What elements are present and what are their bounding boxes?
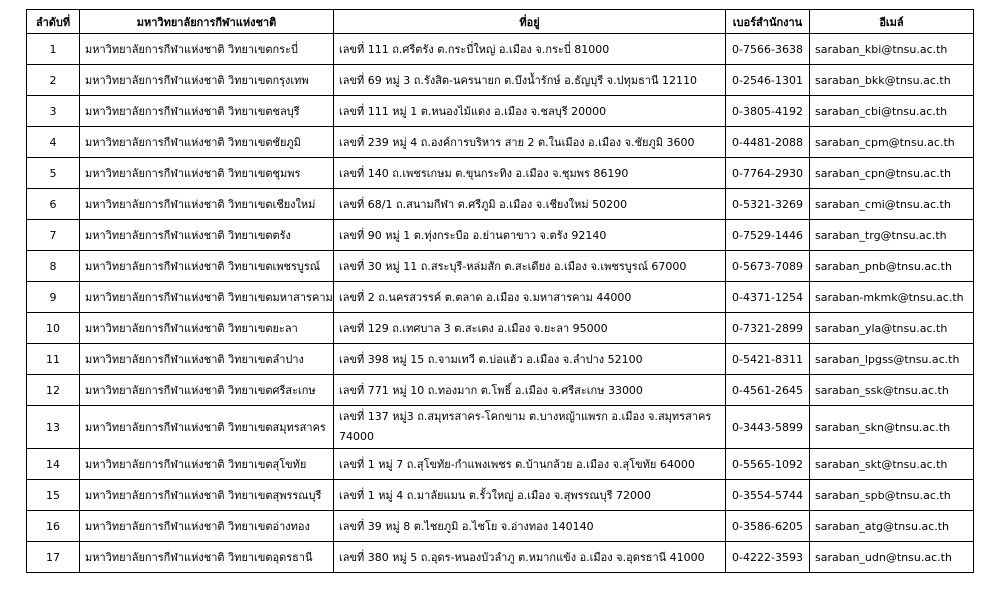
row-number: 4 bbox=[27, 127, 80, 158]
campus-email: saraban_atg@tnsu.ac.th bbox=[810, 511, 974, 542]
header-university: มหาวิทยาลัยการกีฬาแห่งชาติ bbox=[80, 10, 334, 34]
campus-address: เลขที่ 380 หมู่ 5 ถ.อุดร-หนองบัวลำภู ต.หมากแข้ง อ.เมือง จ.อุดรธานี 41000 bbox=[334, 542, 726, 573]
table-row bbox=[27, 406, 974, 449]
campus-phone: 0-5673-7089 bbox=[726, 251, 810, 282]
table-row bbox=[27, 34, 974, 65]
row-number: 5 bbox=[27, 158, 80, 189]
campus-phone: 0-4222-3593 bbox=[726, 542, 810, 573]
campus-phone: 0-3443-5899 bbox=[726, 406, 810, 449]
campus-phone: 0-7566-3638 bbox=[726, 34, 810, 65]
document-page bbox=[26, 9, 973, 573]
campus-phone: 0-5565-1092 bbox=[726, 449, 810, 480]
campus-name: มหาวิทยาลัยการกีฬาแห่งชาติ วิทยาเขตสุพรรณบุรี bbox=[80, 480, 334, 511]
campus-address: เลขที่ 398 หมู่ 15 ถ.จามเทวี ต.บ่อแฮ้ว อ.เมือง จ.ลำปาง 52100 bbox=[334, 344, 726, 375]
campus-address: เลขที่ 239 หมู่ 4 ถ.องค์การบริหาร สาย 2 ต.ในเมือง อ.เมือง จ.ชัยภูมิ 3600 bbox=[334, 127, 726, 158]
campus-name: มหาวิทยาลัยการกีฬาแห่งชาติ วิทยาเขตยะลา bbox=[80, 313, 334, 344]
campus-email: saraban_trg@tnsu.ac.th bbox=[810, 220, 974, 251]
table-row bbox=[27, 127, 974, 158]
campus-name: มหาวิทยาลัยการกีฬาแห่งชาติ วิทยาเขตชัยภูมิ bbox=[80, 127, 334, 158]
campus-address: เลขที่ 771 หมู่ 10 ถ.ทองมาก ต.โพธิ์ อ.เมือง จ.ศรีสะเกษ 33000 bbox=[334, 375, 726, 406]
campus-address: เลขที่ 111 ถ.ศรีตรัง ต.กระบี่ใหญ่ อ.เมือง จ.กระบี่ 81000 bbox=[334, 34, 726, 65]
campus-email: saraban_lpgss@tnsu.ac.th bbox=[810, 344, 974, 375]
campus-email: saraban_udn@tnsu.ac.th bbox=[810, 542, 974, 573]
table-row bbox=[27, 375, 974, 406]
row-number: 6 bbox=[27, 189, 80, 220]
table-row bbox=[27, 313, 974, 344]
campus-phone: 0-4561-2645 bbox=[726, 375, 810, 406]
row-number: 10 bbox=[27, 313, 80, 344]
campus-address: เลขที่ 111 หมู่ 1 ต.หนองไม้แดง อ.เมือง จ.ชลบุรี 20000 bbox=[334, 96, 726, 127]
table-body bbox=[27, 34, 974, 573]
campus-name: มหาวิทยาลัยการกีฬาแห่งชาติ วิทยาเขตอุดรธานี bbox=[80, 542, 334, 573]
campus-phone: 0-7321-2899 bbox=[726, 313, 810, 344]
campus-phone: 0-4371-1254 bbox=[726, 282, 810, 313]
table-row bbox=[27, 344, 974, 375]
campus-name: มหาวิทยาลัยการกีฬาแห่งชาติ วิทยาเขตเชียงใหม่ bbox=[80, 189, 334, 220]
campus-address: เลขที่ 39 หมู่ 8 ต.ไชยภูมิ อ.ไชโย จ.อ่างทอง 140140 bbox=[334, 511, 726, 542]
table-row bbox=[27, 480, 974, 511]
campus-address: เลขที่ 30 หมู่ 11 ถ.สระบุรี-หล่มสัก ต.สะเดียง อ.เมือง จ.เพชรบูรณ์ 67000 bbox=[334, 251, 726, 282]
table-row bbox=[27, 511, 974, 542]
table-row bbox=[27, 542, 974, 573]
campus-address: เลขที่ 2 ถ.นครสวรรค์ ต.ตลาด อ.เมือง จ.มหาสารคาม 44000 bbox=[334, 282, 726, 313]
campus-address: เลขที่ 1 หมู่ 7 ถ.สุโขทัย-กำแพงเพชร ต.บ้านกล้วย อ.เมือง จ.สุโขทัย 64000 bbox=[334, 449, 726, 480]
header-phone: เบอร์สำนักงาน bbox=[726, 10, 810, 34]
row-number: 3 bbox=[27, 96, 80, 127]
campus-name: มหาวิทยาลัยการกีฬาแห่งชาติ วิทยาเขตสุโขทัย bbox=[80, 449, 334, 480]
table-row bbox=[27, 282, 974, 313]
campus-email: saraban_cpm@tnsu.ac.th bbox=[810, 127, 974, 158]
campus-address: เลขที่ 129 ถ.เทศบาล 3 ต.สะเตง อ.เมือง จ.ยะลา 95000 bbox=[334, 313, 726, 344]
row-number: 15 bbox=[27, 480, 80, 511]
header-email: อีเมล์ bbox=[810, 10, 974, 34]
campus-name: มหาวิทยาลัยการกีฬาแห่งชาติ วิทยาเขตชลบุรี bbox=[80, 96, 334, 127]
table-row bbox=[27, 96, 974, 127]
campus-email: saraban_pnb@tnsu.ac.th bbox=[810, 251, 974, 282]
row-number: 1 bbox=[27, 34, 80, 65]
row-number: 16 bbox=[27, 511, 80, 542]
row-number: 12 bbox=[27, 375, 80, 406]
campus-phone: 0-7764-2930 bbox=[726, 158, 810, 189]
campus-name: มหาวิทยาลัยการกีฬาแห่งชาติ วิทยาเขตลำปาง bbox=[80, 344, 334, 375]
campus-email: saraban_ssk@tnsu.ac.th bbox=[810, 375, 974, 406]
campus-address: เลขที่ 69 หมู่ 3 ถ.รังสิต-นครนายก ต.บึงน้ำรักษ์ อ.ธัญบุรี จ.ปทุมธานี 12110 bbox=[334, 65, 726, 96]
campus-email: saraban_cmi@tnsu.ac.th bbox=[810, 189, 974, 220]
campus-email: saraban_skt@tnsu.ac.th bbox=[810, 449, 974, 480]
campus-name: มหาวิทยาลัยการกีฬาแห่งชาติ วิทยาเขตอ่างทอง bbox=[80, 511, 334, 542]
campus-phone: 0-5421-8311 bbox=[726, 344, 810, 375]
row-number: 11 bbox=[27, 344, 80, 375]
campus-name: มหาวิทยาลัยการกีฬาแห่งชาติ วิทยาเขตกรุงเทพ bbox=[80, 65, 334, 96]
campus-email: saraban_kbi@tnsu.ac.th bbox=[810, 34, 974, 65]
row-number: 9 bbox=[27, 282, 80, 313]
header-row bbox=[27, 10, 974, 34]
row-number: 7 bbox=[27, 220, 80, 251]
campus-phone: 0-3586-6205 bbox=[726, 511, 810, 542]
campus-name: มหาวิทยาลัยการกีฬาแห่งชาติ วิทยาเขตเพชรบูรณ์ bbox=[80, 251, 334, 282]
campus-name: มหาวิทยาลัยการกีฬาแห่งชาติ วิทยาเขตชุมพร bbox=[80, 158, 334, 189]
header-order: ลำดับที่ bbox=[27, 10, 80, 34]
header-address: ที่อยู่ bbox=[334, 10, 726, 34]
table-row bbox=[27, 220, 974, 251]
campus-contact-table bbox=[26, 9, 974, 573]
campus-address: เลขที่ 140 ถ.เพชรเกษม ต.ขุนกระทิง อ.เมือง จ.ชุมพร 86190 bbox=[334, 158, 726, 189]
campus-address: เลขที่ 1 หมู่ 4 ถ.มาลัยแมน ต.รั้วใหญ่ อ.เมือง จ.สุพรรณบุรี 72000 bbox=[334, 480, 726, 511]
row-number: 13 bbox=[27, 406, 80, 449]
campus-phone: 0-3805-4192 bbox=[726, 96, 810, 127]
campus-email: saraban_cbi@tnsu.ac.th bbox=[810, 96, 974, 127]
campus-address: เลขที่ 90 หมู่ 1 ต.ทุ่งกระบือ อ.ย่านตาขาว จ.ตรัง 92140 bbox=[334, 220, 726, 251]
campus-address: เลขที่ 68/1 ถ.สนามกีฬา ต.ศรีภูมิ อ.เมือง จ.เชียงใหม่ 50200 bbox=[334, 189, 726, 220]
campus-name: มหาวิทยาลัยการกีฬาแห่งชาติ วิทยาเขตมหาสารคาม bbox=[80, 282, 334, 313]
campus-phone: 0-2546-1301 bbox=[726, 65, 810, 96]
campus-name: มหาวิทยาลัยการกีฬาแห่งชาติ วิทยาเขตตรัง bbox=[80, 220, 334, 251]
campus-email: saraban_cpn@tnsu.ac.th bbox=[810, 158, 974, 189]
campus-email: saraban_spb@tnsu.ac.th bbox=[810, 480, 974, 511]
campus-name: มหาวิทยาลัยการกีฬาแห่งชาติ วิทยาเขตกระบี่ bbox=[80, 34, 334, 65]
campus-phone: 0-4481-2088 bbox=[726, 127, 810, 158]
campus-email: saraban_skn@tnsu.ac.th bbox=[810, 406, 974, 449]
campus-name: มหาวิทยาลัยการกีฬาแห่งชาติ วิทยาเขตสมุทรสาคร bbox=[80, 406, 334, 449]
row-number: 2 bbox=[27, 65, 80, 96]
campus-phone: 0-5321-3269 bbox=[726, 189, 810, 220]
campus-phone: 0-7529-1446 bbox=[726, 220, 810, 251]
campus-email: saraban_bkk@tnsu.ac.th bbox=[810, 65, 974, 96]
campus-email: saraban_yla@tnsu.ac.th bbox=[810, 313, 974, 344]
campus-name: มหาวิทยาลัยการกีฬาแห่งชาติ วิทยาเขตศรีสะเกษ bbox=[80, 375, 334, 406]
table-row bbox=[27, 251, 974, 282]
table-row bbox=[27, 158, 974, 189]
table-row bbox=[27, 65, 974, 96]
row-number: 8 bbox=[27, 251, 80, 282]
row-number: 14 bbox=[27, 449, 80, 480]
campus-phone: 0-3554-5744 bbox=[726, 480, 810, 511]
campus-address: เลขที่ 137 หมู่3 ถ.สมุทรสาคร-โคกขาม ต.บางหญ้าแพรก อ.เมือง จ.สมุทรสาคร 74000 bbox=[334, 406, 726, 449]
table-row bbox=[27, 189, 974, 220]
campus-email: saraban-mkmk@tnsu.ac.th bbox=[810, 282, 974, 313]
row-number: 17 bbox=[27, 542, 80, 573]
table-row bbox=[27, 449, 974, 480]
